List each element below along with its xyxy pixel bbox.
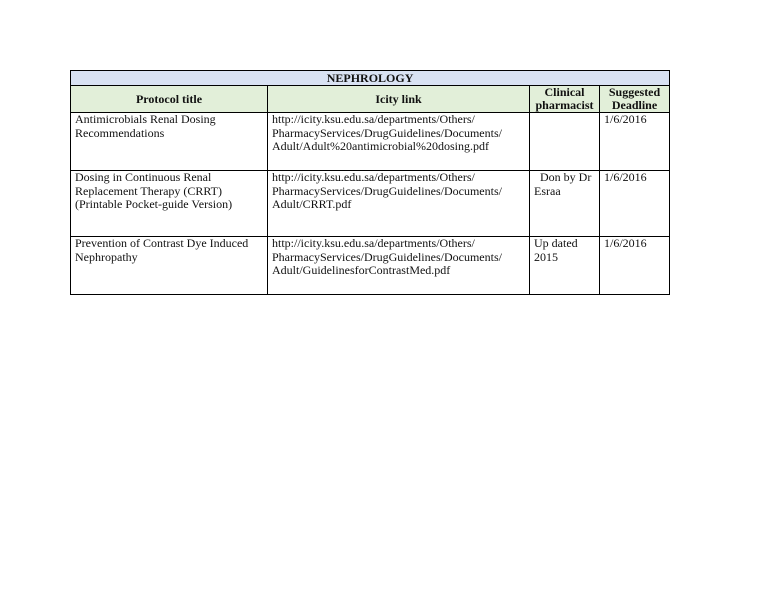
protocol-title-line: Prevention of Contrast Dye Induced <box>75 236 249 250</box>
protocol-title-cell <box>71 237 268 295</box>
header-clinical-pharmacist-line: pharmacist <box>535 98 594 112</box>
protocol-title-cell <box>71 113 268 171</box>
section-title: NEPHROLOGY <box>71 71 670 86</box>
protocol-title-line: Replacement Therapy (CRRT) <box>75 183 223 198</box>
deadline-cell: 1/6/2016 <box>600 171 670 237</box>
header-deadline-line: Suggested <box>608 85 661 99</box>
header-suggested-deadline <box>600 86 670 113</box>
icity-link-line[interactable]: Adult/Adult%20antimicrobial%20dosing.pdf <box>272 139 489 153</box>
protocol-title-line: (Printable Pocket-guide Version) <box>75 197 233 211</box>
icity-link-line[interactable]: http://icity.ksu.edu.sa/departments/Others/ <box>272 236 475 250</box>
protocol-title-cell <box>71 171 268 237</box>
table-row <box>71 237 670 295</box>
table-row <box>71 113 670 171</box>
protocol-title-line: Recommendations <box>75 125 165 140</box>
header-clinical-pharmacist <box>530 86 600 113</box>
protocol-title-line: Nephropathy <box>75 249 138 264</box>
clinical-pharmacist-line: Up dated <box>534 236 578 250</box>
clinical-pharmacist-line: Don by Dr <box>534 170 592 184</box>
icity-link-line[interactable]: PharmacyServices/DrugGuidelines/Documents/ <box>272 249 502 264</box>
header-clinical-pharmacist-line: Clinical <box>544 85 585 99</box>
header-icity-link: Icity link <box>268 86 530 113</box>
icity-link-line[interactable]: Adult/CRRT.pdf <box>272 197 352 211</box>
protocol-title-line: Dosing in Continuous Renal <box>75 170 212 184</box>
clinical-pharmacist-cell <box>530 237 600 295</box>
icity-link-line[interactable]: http://icity.ksu.edu.sa/departments/Others/ <box>272 112 475 126</box>
icity-link-cell[interactable] <box>268 237 530 295</box>
icity-link-line[interactable]: http://icity.ksu.edu.sa/departments/Others/ <box>272 170 475 184</box>
protocol-title-line: Antimicrobials Renal Dosing <box>75 112 216 126</box>
header-row <box>71 86 670 113</box>
deadline-cell: 1/6/2016 <box>600 113 670 171</box>
deadline-cell: 1/6/2016 <box>600 237 670 295</box>
clinical-pharmacist-line: 2015 <box>534 249 558 264</box>
clinical-pharmacist-cell <box>530 113 600 171</box>
icity-link-line[interactable]: PharmacyServices/DrugGuidelines/Documents/ <box>272 125 502 140</box>
table-row <box>71 171 670 237</box>
icity-link-cell[interactable] <box>268 171 530 237</box>
clinical-pharmacist-cell <box>530 171 600 237</box>
icity-link-line[interactable]: Adult/GuidelinesforContrastMed.pdf <box>272 263 451 277</box>
nephrology-protocols-table <box>70 70 670 295</box>
icity-link-cell[interactable] <box>268 113 530 171</box>
header-deadline-line: Deadline <box>611 98 658 112</box>
clinical-pharmacist-line: Esraa <box>534 183 561 198</box>
header-protocol-title: Protocol title <box>71 86 268 113</box>
icity-link-line[interactable]: PharmacyServices/DrugGuidelines/Documents/ <box>272 183 502 198</box>
